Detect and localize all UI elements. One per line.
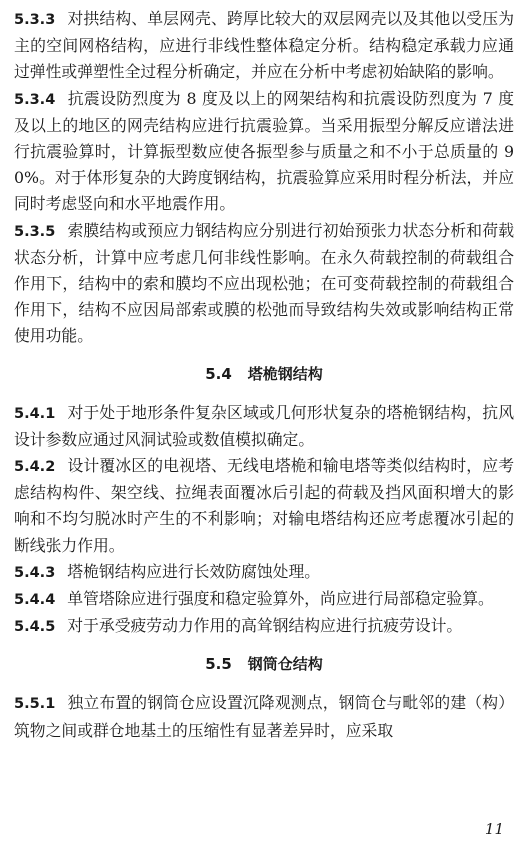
clause-5-4-2 <box>14 453 514 559</box>
clause-number: 5.3.4 <box>14 91 56 108</box>
clause-number: 5.4.1 <box>14 405 56 422</box>
clause-5-3-3 <box>14 6 514 86</box>
clause-number: 5.4.4 <box>14 592 56 609</box>
section-number: 5.4 <box>205 364 232 383</box>
section-heading-5-4 <box>14 362 514 386</box>
clause-text: 对拱结构、单层网壳、跨厚比较大的双层网壳以及其他以受压为主的空间网格结构，应进行非线性整体稳定分析。结构稳定承载力应通过弹性或弹塑性全过程分析确定，并应在分析中考虑初始缺陷的影响。 <box>14 9 514 82</box>
section-number: 5.5 <box>205 655 232 674</box>
clause-text: 单管塔除应进行强度和稳定验算外，尚应进行局部稳定验算。 <box>67 589 494 609</box>
clause-text: 索膜结构或预应力钢结构应分别进行初始预张力状态分析和荷载状态分析，计算中应考虑几何非线性影响。在永久荷载控制的荷载组合作用下，结构中的索和膜均不应出现松弛；在可变荷载控制的荷载组合作用下，结构不应因局部索或膜的松弛而导致结构失效或影响结构正常使用功能。 <box>14 220 514 346</box>
clause-text: 抗震设防烈度为 8 度及以上的网架结构和抗震设防烈度为 7 度及以上的地区的网壳结构应进行抗震验算。当采用振型分解反应谱法进行抗震验算时，计算振型数应使各振型参与质量之和不小于总质量的 90%。对于体形复杂的大跨度钢结构，抗震验算应采用时程分析法，并应同时考虑竖向和水平地震作用。 <box>14 88 514 214</box>
clause-number: 5.3.3 <box>14 12 56 28</box>
section-heading-5-5 <box>14 652 514 676</box>
clause-number: 5.5.1 <box>14 696 56 713</box>
clause-5-4-1 <box>14 400 514 453</box>
section-title: 钢筒仓结构 <box>247 655 323 674</box>
clause-text: 独立布置的钢筒仓应设置沉降观测点，钢筒仓与毗邻的建（构）筑物之间或群仓地基土的压缩性有显著差异时，应采取 <box>14 693 514 740</box>
section-title: 塔桅钢结构 <box>247 364 323 383</box>
clause-5-4-4 <box>14 586 514 613</box>
clause-text: 塔桅钢结构应进行长效防腐蚀处理。 <box>67 561 321 581</box>
clause-5-4-3 <box>14 559 514 586</box>
clause-number: 5.4.3 <box>14 564 56 581</box>
clause-number: 5.4.5 <box>14 619 56 636</box>
clause-text: 设计覆冰区的电视塔、无线电塔桅和输电塔等类似结构时，应考虑结构构件、架空线、拉绳表面覆冰后引起的荷载及挡风面积增大的影响和不均匀脱冰时产生的不利影响；对输电塔结构还应考虑覆冰引起的断线张力作用。 <box>14 456 514 555</box>
clause-number: 5.3.5 <box>14 223 56 240</box>
clause-5-5-1 <box>14 690 514 743</box>
clause-text: 对于处于地形条件复杂区域或几何形状复杂的塔桅钢结构，抗风设计参数应通过风洞试验或数值模拟确定。 <box>14 402 514 449</box>
page-number: 11 <box>484 820 504 838</box>
clause-number: 5.4.2 <box>14 459 56 476</box>
clause-text: 对于承受疲劳动力作用的高耸钢结构应进行抗疲劳设计。 <box>67 616 463 636</box>
clause-5-4-5 <box>14 613 514 640</box>
clause-5-3-5 <box>14 218 514 350</box>
clause-5-3-4 <box>14 86 514 218</box>
document-page <box>14 6 514 744</box>
